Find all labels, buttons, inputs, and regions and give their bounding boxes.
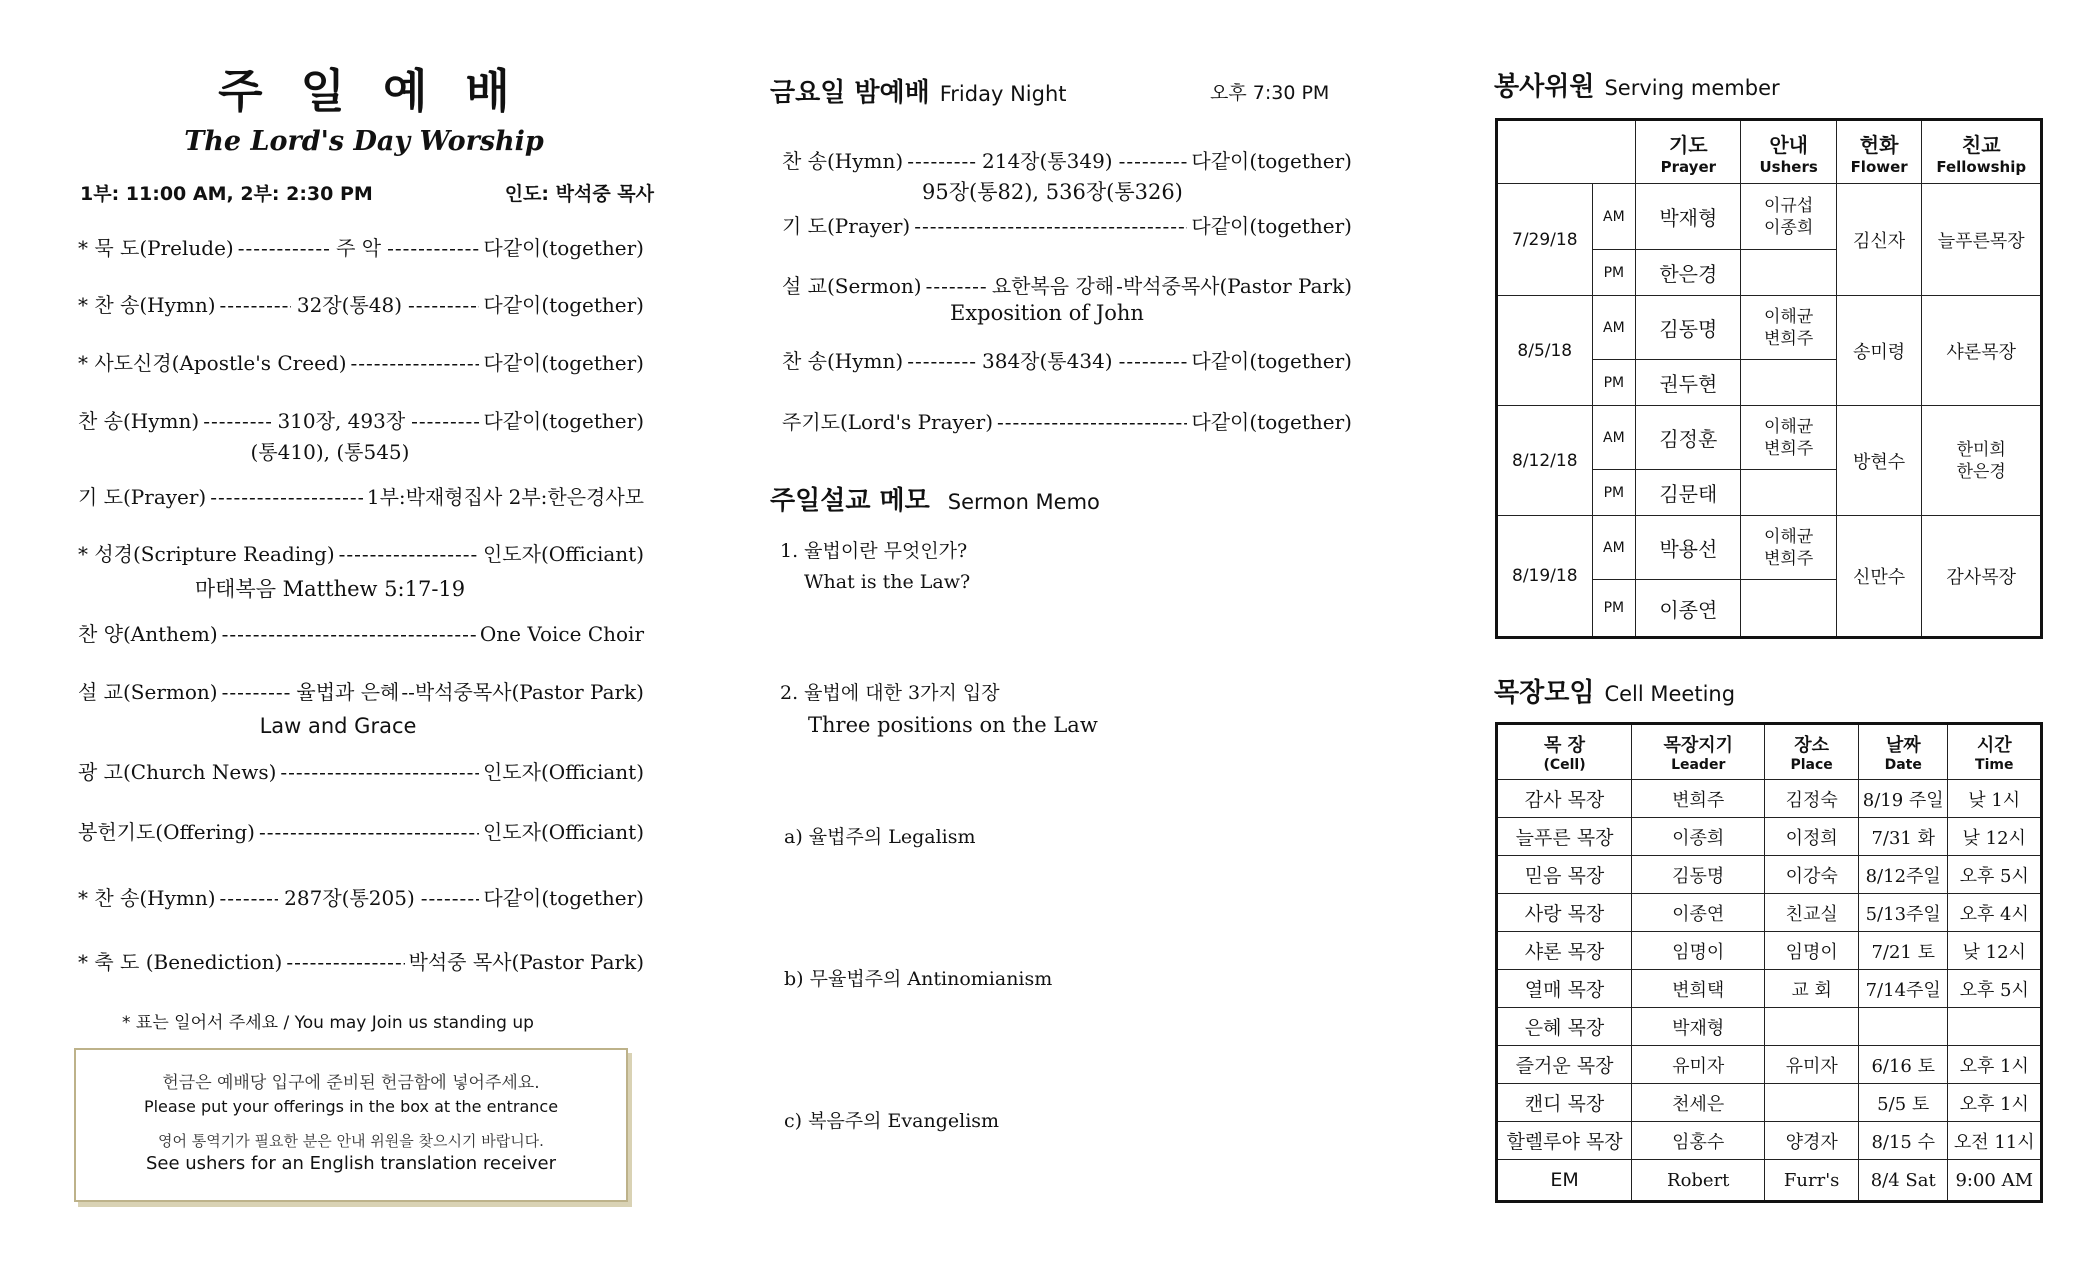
cell-place: 유미자 [1765, 1046, 1859, 1084]
order-label: 찬 송(Hymn) [78, 409, 200, 433]
cell-name: 믿음 목장 [1497, 856, 1632, 894]
order-label: * 묵 도(Prelude) [78, 236, 234, 260]
ushers: 이규섭 이종희 [1741, 184, 1836, 250]
service-times-row [74, 179, 654, 215]
service-times: 1부: 11:00 AM, 2부: 2:30 PM [80, 183, 373, 205]
order-item [78, 289, 644, 318]
order-officiant: 다같이(together) [1191, 149, 1352, 173]
dash-leader [408, 293, 479, 317]
serving-col-flower: 헌화 Flower [1836, 120, 1922, 184]
cell-leader: 변희주 [1632, 780, 1765, 818]
order-label: * 성경(Scripture Reading) [78, 542, 335, 566]
friday-order-item [782, 145, 1352, 174]
cell-name: 샤론 목장 [1497, 932, 1632, 970]
fellowship: 감사목장 [1922, 516, 2042, 638]
order-detail: 32장(통48) [296, 293, 403, 317]
order-officiant: 인도자(Officiant) [482, 542, 644, 566]
cell-leader: 변희택 [1632, 970, 1765, 1008]
cell-time: 낮 12시 [1948, 818, 2042, 856]
cell-leader: 박재형 [1632, 1008, 1765, 1046]
cell-date [1858, 1008, 1948, 1046]
serving-date: 8/12/18 [1497, 406, 1593, 516]
translation-note-ko: 영어 통역기가 필요한 분은 안내 위원을 찾으시기 바랍니다. [158, 1132, 544, 1150]
order-detail: 310장, 493장 [277, 409, 406, 433]
serving-row [1497, 406, 2042, 470]
memo-title-en: Sermon Memo [947, 490, 1100, 514]
order-label: * 축 도 (Benediction) [78, 950, 283, 974]
cell-leader: 천세은 [1632, 1084, 1765, 1122]
flower: 방현수 [1836, 406, 1922, 516]
memo-question-1-en: What is the Law? [804, 571, 971, 593]
cell-time: 오후 4시 [1948, 894, 2042, 932]
friday-heading [770, 72, 1370, 109]
dash-leader [421, 886, 480, 910]
flower: 김신자 [1836, 184, 1922, 296]
cell-col-cell: 목 장 (Cell) [1497, 724, 1632, 780]
serving-row [1497, 184, 2042, 250]
table-row [1497, 818, 2042, 856]
table-row [1497, 1160, 2042, 1202]
friday-hymn-extra: 95장(통82), 536장(통326) [922, 180, 1183, 204]
cell-leader: 임홍수 [1632, 1122, 1765, 1160]
order-officiant: 다같이(together) [483, 236, 644, 260]
am-prayer: 김동명 [1636, 296, 1741, 360]
serving-table [1495, 118, 2043, 639]
ushers: 이해균 변희주 [1741, 516, 1836, 580]
cell-place: 이강숙 [1765, 856, 1859, 894]
cell-date: 5/5 토 [1858, 1084, 1948, 1122]
cell-name: EM [1497, 1160, 1632, 1202]
ushers-pm-empty [1741, 360, 1836, 406]
table-row [1497, 932, 2042, 970]
order-officiant: 다같이(together) [483, 351, 644, 375]
serving-header-row [1497, 120, 2042, 184]
fellowship: 샤론목장 [1922, 296, 2042, 406]
pm-label: PM [1592, 580, 1636, 638]
dash-leader [1119, 349, 1188, 373]
memo-title-ko: 주일설교 메모 [770, 486, 930, 516]
cell-date: 8/19 주일 [1858, 780, 1948, 818]
order-officiant: -박석중목사(Pastor Park) [1116, 274, 1352, 298]
dash-leader [997, 410, 1187, 434]
cell-place [1765, 1008, 1859, 1046]
order-label: 광 고(Church News) [78, 760, 277, 784]
order-label: 기 도(Prayer) [78, 485, 207, 509]
dash-leader [203, 409, 271, 433]
worship-title: 주일예배 [218, 64, 548, 118]
fellowship: 늘푸른목장 [1922, 184, 2042, 296]
serving-col-fellowship: 친교 Fellowship [1922, 120, 2042, 184]
cell-name: 늘푸른 목장 [1497, 818, 1632, 856]
ushers-pm-empty [1741, 470, 1836, 516]
dash-leader [1119, 149, 1188, 173]
cell-date: 7/21 토 [1858, 932, 1948, 970]
serving-date: 8/5/18 [1497, 296, 1593, 406]
order-label: 기 도(Prayer) [782, 214, 911, 238]
ushers-pm-empty [1741, 580, 1836, 638]
serving-title-ko: 봉사위원 [1494, 72, 1595, 102]
friday-order-item [782, 210, 1352, 239]
order-item [78, 481, 644, 510]
table-row [1497, 856, 2042, 894]
cell-meeting-table [1495, 722, 2043, 1203]
offering-notice-box [74, 1048, 628, 1202]
dash-leader [286, 950, 404, 974]
pm-label: PM [1592, 360, 1636, 406]
cell-place: 이정희 [1765, 818, 1859, 856]
order-officiant: 다같이(together) [1191, 410, 1352, 434]
order-label: 주기도(Lord's Prayer) [782, 410, 994, 434]
cell-name: 사랑 목장 [1497, 894, 1632, 932]
pm-label: PM [1592, 470, 1636, 516]
serving-col-prayer: 기도 Prayer [1636, 120, 1741, 184]
order-item [78, 232, 644, 261]
table-row [1497, 1084, 2042, 1122]
presider: 인도: 박석중 목사 [504, 183, 654, 205]
cell-date: 8/12주일 [1858, 856, 1948, 894]
friday-title-ko: 금요일 밤예배 [770, 78, 930, 108]
order-item [78, 676, 644, 705]
order-officiant: 1부:박재형집사 2부:한은경사모 [366, 485, 644, 509]
translation-note-en: See ushers for an English translation receiver [145, 1153, 557, 1174]
order-item [78, 816, 644, 845]
cell-name: 할렐루야 목장 [1497, 1122, 1632, 1160]
cell-place: 임명이 [1765, 932, 1859, 970]
dash-leader [387, 236, 479, 260]
order-officiant: 다같이(together) [483, 886, 644, 910]
memo-question-2-en: Three positions on the Law [808, 713, 1098, 737]
cell-col-date: 날짜 Date [1858, 724, 1948, 780]
cell-leader: 유미자 [1632, 1046, 1765, 1084]
cell-leader: 이종희 [1632, 818, 1765, 856]
serving-row [1497, 296, 2042, 360]
cell-name: 감사 목장 [1497, 780, 1632, 818]
order-label: 찬 송(Hymn) [782, 149, 904, 173]
order-officiant: 인도자(Officiant) [482, 820, 644, 844]
memo-point-a: a) 율법주의 Legalism [784, 826, 976, 848]
order-detail: 율법과 은혜 [296, 680, 400, 704]
cell-date: 8/4 Sat [1858, 1160, 1948, 1202]
cell-date: 5/13주일 [1858, 894, 1948, 932]
pm-prayer: 한은경 [1636, 250, 1741, 296]
dash-leader [351, 351, 480, 375]
cell-name: 은혜 목장 [1497, 1008, 1632, 1046]
cell-time: 오후 1시 [1948, 1084, 2042, 1122]
am-label: AM [1592, 406, 1636, 470]
cell-time: 낮 12시 [1948, 932, 2042, 970]
memo-question-1: 1. 율법이란 무엇인가? [780, 540, 968, 562]
cell-time: 오후 5시 [1948, 970, 2042, 1008]
order-item [78, 946, 644, 975]
am-label: AM [1592, 184, 1636, 250]
dash-leader [411, 409, 479, 433]
dash-leader [907, 349, 976, 373]
order-item [78, 538, 644, 567]
order-officiant: 다같이(together) [1191, 214, 1352, 238]
cell-name: 캔디 목장 [1497, 1084, 1632, 1122]
flower: 신만수 [1836, 516, 1922, 638]
cell-place: 양경자 [1765, 1122, 1859, 1160]
cell-heading [1494, 672, 1735, 709]
dash-leader [926, 274, 986, 298]
dash-leader [220, 886, 279, 910]
cell-date: 6/16 토 [1858, 1046, 1948, 1084]
memo-point-c: c) 복음주의 Evangelism [784, 1110, 1000, 1132]
order-item [78, 405, 644, 434]
worship-subtitle: The Lord's Day Worship [184, 126, 544, 157]
order-subline: (통410), (통545) [250, 440, 410, 464]
order-label: 봉헌기도(Offering) [78, 820, 255, 844]
cell-place: 김정숙 [1765, 780, 1859, 818]
cell-leader: 이종연 [1632, 894, 1765, 932]
order-officiant: 다같이(together) [483, 409, 645, 433]
order-label: 찬 송(Hymn) [782, 349, 904, 373]
am-label: AM [1592, 516, 1636, 580]
table-row [1497, 1008, 2042, 1046]
cell-name: 즐거운 목장 [1497, 1046, 1632, 1084]
cell-title-ko: 목장모임 [1494, 678, 1595, 708]
memo-heading [770, 480, 1100, 517]
order-officiant: 다같이(together) [483, 293, 644, 317]
pm-prayer: 김문태 [1636, 470, 1741, 516]
pm-label: PM [1592, 250, 1636, 296]
serving-header-blank [1497, 120, 1636, 184]
order-item [78, 347, 644, 376]
cell-name: 열매 목장 [1497, 970, 1632, 1008]
cell-date: 7/31 화 [1858, 818, 1948, 856]
order-label: 설 교(Sermon) [782, 274, 922, 298]
pm-prayer: 권두현 [1636, 360, 1741, 406]
order-officiant: 인도자(Officiant) [482, 760, 644, 784]
friday-order-item [782, 270, 1352, 299]
cell-time: 9:00 AM [1948, 1160, 2042, 1202]
order-item [78, 882, 644, 911]
order-label: * 사도신경(Apostle's Creed) [78, 351, 347, 375]
fellowship: 한미희 한은경 [1922, 406, 2042, 516]
serving-col-ushers: 안내 Ushers [1741, 120, 1836, 184]
order-label: * 찬 송(Hymn) [78, 293, 216, 317]
am-prayer: 박용선 [1636, 516, 1741, 580]
table-row [1497, 780, 2042, 818]
am-prayer: 김정훈 [1636, 406, 1741, 470]
cell-leader: 김동명 [1632, 856, 1765, 894]
cell-leader: Robert [1632, 1160, 1765, 1202]
dash-leader [238, 236, 330, 260]
order-officiant: One Voice Choir [479, 622, 644, 646]
cell-time: 오후 1시 [1948, 1046, 2042, 1084]
cell-place: 교 회 [1765, 970, 1859, 1008]
serving-date: 7/29/18 [1497, 184, 1593, 296]
cell-date: 7/14주일 [1858, 970, 1948, 1008]
order-detail: 384장(통434) [982, 349, 1113, 373]
order-officiant: 박석중 목사(Pastor Park) [408, 950, 644, 974]
pm-prayer: 이종연 [1636, 580, 1741, 638]
cell-col-place: 장소 Place [1765, 724, 1859, 780]
table-row [1497, 1122, 2042, 1160]
friday-title-en: Friday Night [939, 82, 1067, 106]
friday-order-item [782, 345, 1352, 374]
dash-leader [339, 542, 479, 566]
serving-row [1497, 516, 2042, 580]
order-detail: 주 악 [336, 236, 382, 260]
serving-date: 8/19/18 [1497, 516, 1593, 638]
offering-note-en: Please put your offerings in the box at the entrance [143, 1097, 559, 1116]
order-detail: 214장(통349) [982, 149, 1113, 173]
friday-sermon-en: Exposition of John [950, 301, 1144, 325]
friday-order-item [782, 406, 1352, 435]
memo-question-2: 2. 율법에 대한 3가지 입장 [780, 682, 1000, 704]
cell-time: 오전 11시 [1948, 1122, 2042, 1160]
dash-leader [222, 622, 476, 646]
dash-leader [907, 149, 976, 173]
scripture-reference: 마태복음 Matthew 5:17-19 [194, 577, 466, 601]
order-detail: 요한복음 강해 [991, 274, 1115, 298]
order-detail: 287장(통205) [284, 886, 415, 910]
dash-leader [914, 214, 1187, 238]
worship-section [74, 60, 654, 215]
order-label: 설 교(Sermon) [78, 680, 218, 704]
memo-point-b: b) 무율법주의 Antinomianism [784, 968, 1053, 990]
serving-heading [1494, 66, 1780, 103]
dash-leader [220, 293, 291, 317]
cell-title-en: Cell Meeting [1604, 682, 1736, 706]
cell-time: 낮 1시 [1948, 780, 2042, 818]
order-item [78, 618, 644, 647]
serving-title-en: Serving member [1604, 76, 1780, 100]
dash-leader [259, 820, 479, 844]
order-label: * 찬 송(Hymn) [78, 886, 216, 910]
dash-leader [210, 485, 363, 509]
friday-time: 오후 7:30 PM [1210, 82, 1330, 104]
cell-col-leader: 목장지기 Leader [1632, 724, 1765, 780]
cell-place: Furr's [1765, 1160, 1859, 1202]
sermon-title-en: Law and Grace [259, 714, 417, 738]
cell-time: 오후 5시 [1948, 856, 2042, 894]
ushers-pm-empty [1741, 250, 1836, 296]
order-item [78, 756, 644, 785]
am-prayer: 박재형 [1636, 184, 1741, 250]
cell-col-time: 시간 Time [1948, 724, 2042, 780]
dash-leader [280, 760, 479, 784]
table-row [1497, 894, 2042, 932]
order-label: 찬 양(Anthem) [78, 622, 218, 646]
am-label: AM [1592, 296, 1636, 360]
table-row [1497, 970, 2042, 1008]
flower: 송미령 [1836, 296, 1922, 406]
cell-leader: 임명이 [1632, 932, 1765, 970]
cell-header-row [1497, 724, 2042, 780]
cell-time [1948, 1008, 2042, 1046]
order-officiant: --박석중목사(Pastor Park) [401, 680, 644, 704]
cell-date: 8/15 수 [1858, 1122, 1948, 1160]
table-row [1497, 1046, 2042, 1084]
cell-place [1765, 1084, 1859, 1122]
ushers: 이해균 변희주 [1741, 406, 1836, 470]
offering-note-ko: 헌금은 예배당 입구에 준비된 헌금함에 넣어주세요. [162, 1073, 540, 1093]
cell-place: 친교실 [1765, 894, 1859, 932]
dash-leader [222, 680, 291, 704]
order-officiant: 다같이(together) [1191, 349, 1352, 373]
standing-note: * 표는 일어서 주세요 / You may Join us standing up [122, 1013, 534, 1033]
ushers: 이해균 변희주 [1741, 296, 1836, 360]
